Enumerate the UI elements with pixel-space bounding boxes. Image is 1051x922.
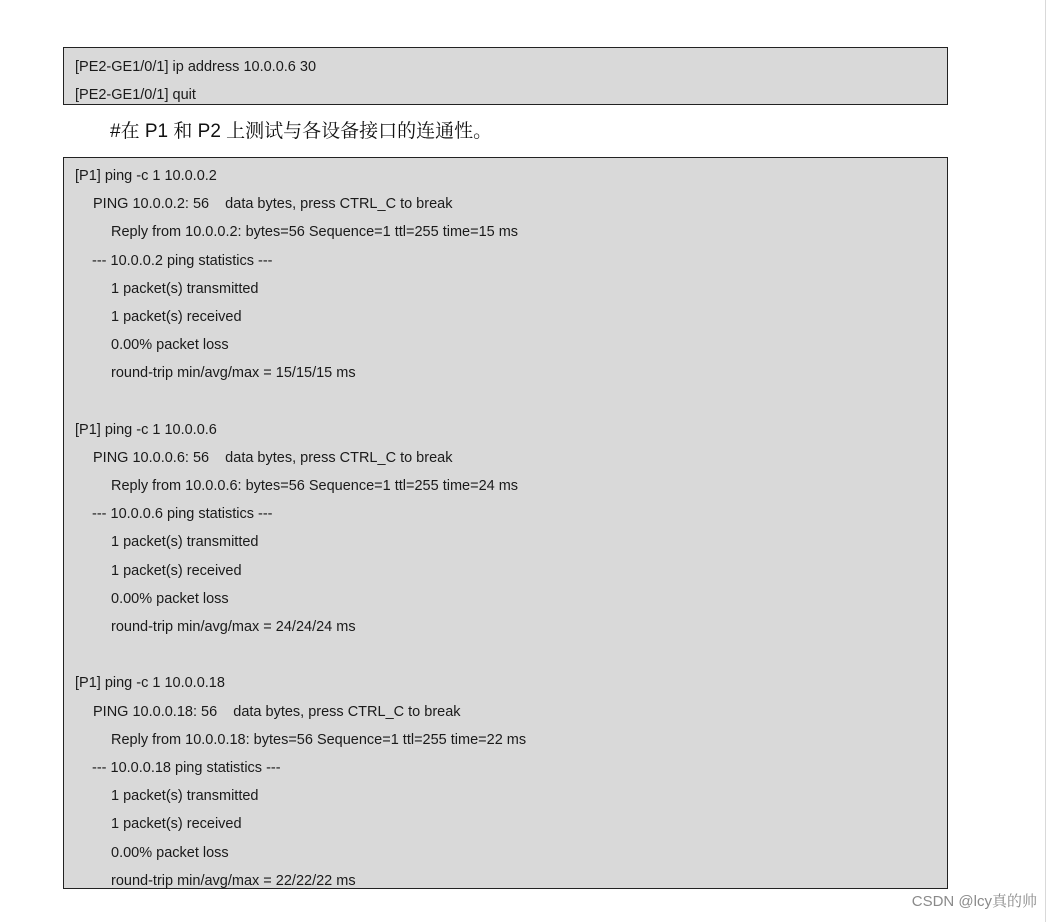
ping-loss: 0.00% packet loss <box>111 844 229 861</box>
ping-output-block <box>63 157 948 889</box>
ping-transmitted: 1 packet(s) transmitted <box>111 280 259 297</box>
ping-received: 1 packet(s) received <box>111 308 242 325</box>
ping-start-line: PING 10.0.0.18: 56 data bytes, press CTRL_C to break <box>93 703 461 720</box>
ping-command: [P1] ping -c 1 10.0.0.18 <box>75 675 225 692</box>
code-line: [PE2-GE1/0/1] ip address 10.0.0.6 30 <box>75 59 317 75</box>
watermark-credit: CSDN @lcy真的帅 <box>911 893 1037 910</box>
ping-rtt: round-trip min/avg/max = 22/22/22 ms <box>111 872 356 889</box>
ping-stats-header: --- 10.0.0.2 ping statistics --- <box>92 252 273 269</box>
ping-stats-header: --- 10.0.0.18 ping statistics --- <box>92 759 281 776</box>
ping-reply-line: Reply from 10.0.0.6: bytes=56 Sequence=1 ttl=255 time=24 ms <box>111 478 519 495</box>
ping-received: 1 packet(s) received <box>111 562 242 579</box>
ping-transmitted: 1 packet(s) transmitted <box>111 534 259 551</box>
code-line: [PE2-GE1/0/1] quit <box>75 87 196 103</box>
ping-reply-line: Reply from 10.0.0.18: bytes=56 Sequence=1 ttl=255 time=22 ms <box>111 731 527 748</box>
page-right-divider <box>1045 0 1046 922</box>
ping-loss: 0.00% packet loss <box>111 590 229 607</box>
ping-command: [P1] ping -c 1 10.0.0.2 <box>75 168 217 184</box>
ping-received: 1 packet(s) received <box>111 816 242 833</box>
ping-command: [P1] ping -c 1 10.0.0.6 <box>75 421 217 438</box>
section-heading: #在 P1 和 P2 上测试与各设备接口的连通性。 <box>110 121 493 142</box>
ping-start-line: PING 10.0.0.2: 56 data bytes, press CTRL_C to break <box>93 196 453 213</box>
ping-rtt: round-trip min/avg/max = 15/15/15 ms <box>111 365 356 382</box>
ping-start-line: PING 10.0.0.6: 56 data bytes, press CTRL_C to break <box>93 449 453 466</box>
blank-line <box>75 641 947 669</box>
blank-line <box>75 388 947 416</box>
ping-stats-header: --- 10.0.0.6 ping statistics --- <box>92 506 273 523</box>
ping-loss: 0.00% packet loss <box>111 337 229 354</box>
ping-reply-line: Reply from 10.0.0.2: bytes=56 Sequence=1 ttl=255 time=15 ms <box>111 224 519 241</box>
ping-transmitted: 1 packet(s) transmitted <box>111 788 259 805</box>
ping-rtt: round-trip min/avg/max = 24/24/24 ms <box>111 619 356 635</box>
config-code-block <box>63 47 948 105</box>
